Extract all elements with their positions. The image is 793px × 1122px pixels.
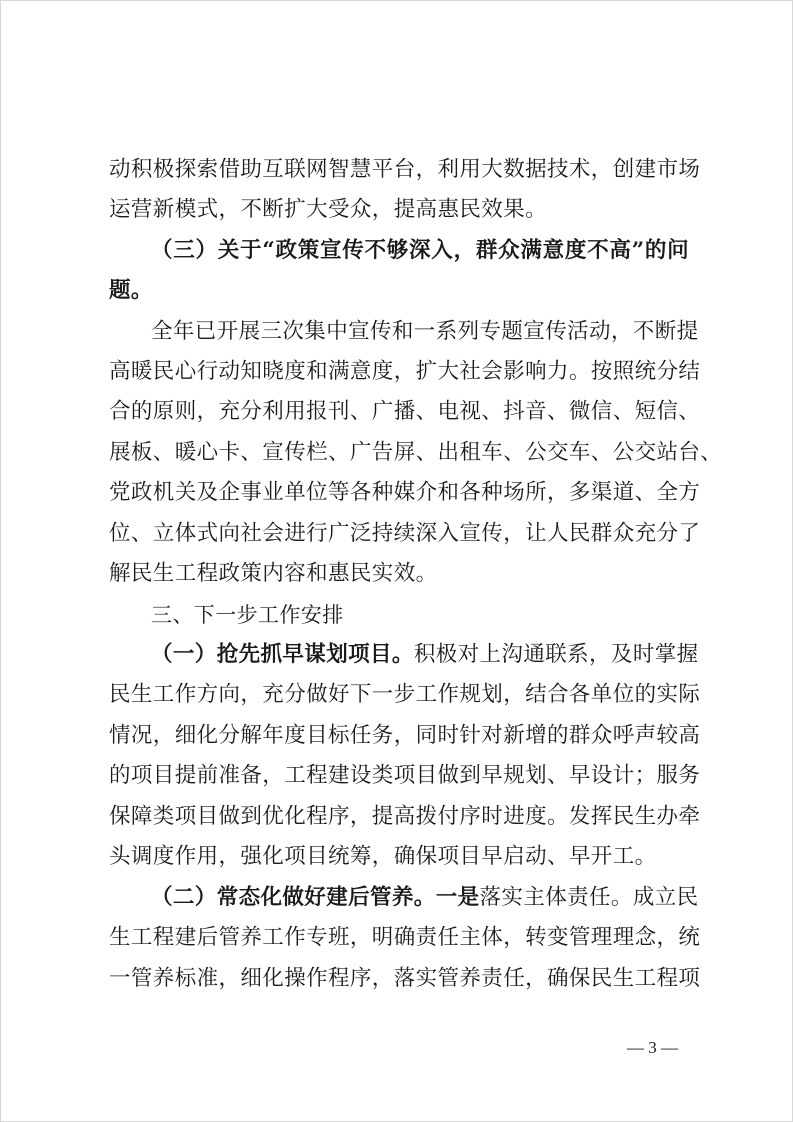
paragraph-line: 解民生工程政策内容和惠民实效。 xyxy=(109,561,438,586)
paragraph-line: 动积极探索借助互联网智慧平台，利用大数据技术，创建市场 xyxy=(109,157,701,182)
paragraph-line: 头调度作用，强化项目统筹，确保项目早启动、早开工。 xyxy=(109,844,657,869)
paragraph-line xyxy=(151,878,699,918)
paragraph-line: 的项目提前准备，工程建设类项目做到早规划、早设计；服务 xyxy=(109,763,701,788)
paragraph-line: 运营新模式，不断扩大受众，提高惠民效果。 xyxy=(109,197,548,222)
subheading-line: 题。 xyxy=(109,278,153,303)
subheading-line: （三）关于“政策宣传不够深入，群众满意度不高”的问 xyxy=(151,238,689,263)
paragraph-line: 保障类项目做到优化程序，提高拨付序时进度。发挥民生办牵 xyxy=(109,804,701,829)
page-number: — 3 — xyxy=(627,1038,678,1057)
paragraph-line: 展板、暖心卡、宣传栏、广告屏、出租车、公交车、公交站台、 xyxy=(109,440,723,465)
paragraph-line: 位、立体式向社会进行广泛持续深入宣传，让人民群众充分了 xyxy=(109,521,701,546)
section-heading: 三、下一步工作安排 xyxy=(151,603,344,627)
paragraph-line: 生工程建后管养工作专班，明确责任主体，转变管理理念，统 xyxy=(109,925,701,950)
paragraph-line: 党政机关及企事业单位等各种媒介和各种场所，多渠道、全方 xyxy=(109,480,701,505)
paragraph-line xyxy=(151,635,699,675)
paragraph-line: 全年已开展三次集中宣传和一系列专题宣传活动，不断提 xyxy=(151,319,699,344)
paragraph-line: 情况，细化分解年度目标任务，同时针对新增的群众呼声较高 xyxy=(109,723,701,748)
bold-sub-lead: 一是 xyxy=(435,885,480,910)
paragraph-text: 落实主体责任。成立民 xyxy=(479,885,699,910)
paragraph-line: 民生工作方向，充分做好下一步工作规划，结合各单位的实际 xyxy=(109,682,701,707)
bold-lead: （二）常态化做好建后管养。 xyxy=(151,885,436,910)
bold-lead: （一）抢先抓早谋划项目。 xyxy=(151,642,414,667)
paragraph-text: 积极对上沟通联系，及时掌握 xyxy=(413,642,699,667)
paragraph-line: 一管养标准，细化操作程序，落实管养责任，确保民生工程项 xyxy=(109,966,701,991)
paragraph-line: 合的原则，充分利用报刊、广播、电视、抖音、微信、短信、 xyxy=(109,399,701,424)
paragraph-line: 高暖民心行动知晓度和满意度，扩大社会影响力。按照统分结 xyxy=(109,359,701,384)
